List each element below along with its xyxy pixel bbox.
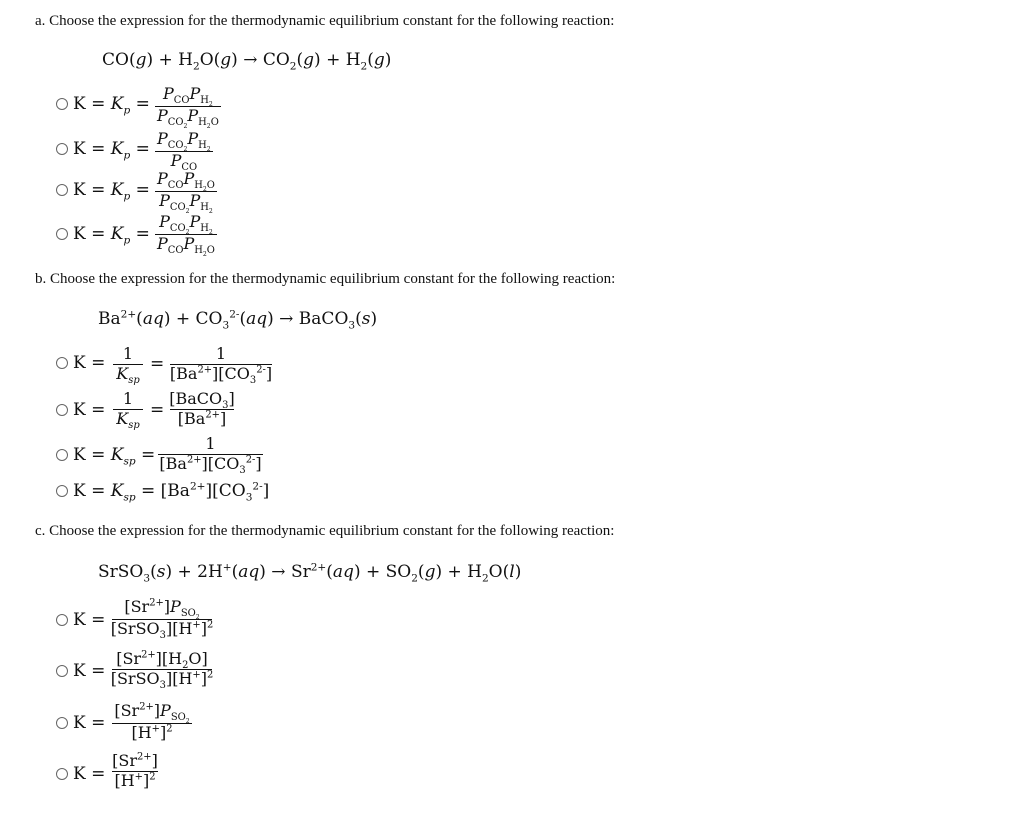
option-lhs: $K = K_p$ = [73, 139, 150, 162]
option-lhs: $K = K_p$ = [73, 224, 150, 247]
question-c-option-1-fraction: $[Sr^{2+}]P_{SO_2}$ $[SrSO_3][H^+]^2$ [110, 597, 214, 642]
option-expression: $K = K_{sp} = [Ba^{2+}][CO_3^{2-}]$ [73, 480, 270, 504]
option-lhs: $K = K_p$ = [73, 180, 150, 203]
question-b-option-3-fraction: 1 $[Ba^{2+}][CO_3^{2-}]$ [159, 434, 262, 476]
question-a-prompt: a. Choose the expression for the thermodynamic equilibrium constant for the following reaction: [35, 13, 615, 29]
radio-button[interactable] [56, 717, 68, 729]
radio-button[interactable] [56, 449, 68, 461]
radio-button[interactable] [56, 404, 68, 416]
question-a-option-2-fraction: $P_{CO_2}P_{H_2}$ $P_{CO}$ [157, 129, 211, 174]
question-b-option-1-fraction-1: 1 $K_{sp}$ [113, 346, 143, 383]
question-a-reaction: $CO(g) + H_2O(g) \to CO_2(g) + H_2(g)$ [102, 50, 392, 73]
question-c-option-2[interactable] [56, 661, 105, 681]
question-a-option-1-fraction: $P_{CO}P_{H_2}$ $P_{CO_2}P_{H_2O}$ [157, 84, 219, 131]
question-c-reaction: SrSO$_3$(s) + $2H^+(aq) \to Sr^{2+}(aq) + SO_2(g) + H_2O(l)$ [98, 561, 522, 585]
question-a-option-3[interactable] [56, 180, 150, 203]
question-a-option-1[interactable] [56, 94, 150, 117]
option-lhs: K = [73, 400, 106, 420]
question-a-option-3-fraction: $P_{CO}P_{H_2O}$ $P_{CO_2}P_{H_2}$ [157, 169, 215, 216]
question-c-option-3[interactable] [56, 713, 105, 733]
radio-button[interactable] [56, 357, 68, 369]
question-b-prompt: b. Choose the expression for the thermodynamic equilibrium constant for the following reaction: [35, 271, 616, 287]
radio-button[interactable] [56, 614, 68, 626]
question-b-option-2-fraction-1: 1 $K_{sp}$ [113, 391, 143, 428]
radio-button[interactable] [56, 184, 68, 196]
question-c-option-1[interactable] [56, 610, 105, 630]
option-lhs: K = [73, 713, 106, 733]
radio-button[interactable] [56, 665, 68, 677]
question-c-prompt: c. Choose the expression for the thermodynamic equilibrium constant for the following reaction: [35, 523, 615, 539]
radio-button[interactable] [56, 98, 68, 110]
option-lhs: K = [73, 764, 106, 784]
question-b-option-2-fraction-2: [BaCO$_3$] $[Ba^{2+}]$ [169, 389, 235, 428]
radio-button[interactable] [56, 485, 68, 497]
option-lhs: K = [73, 610, 106, 630]
question-b-option-3[interactable] [56, 445, 156, 468]
question-c-option-3-fraction: $[Sr^{2+}]P_{SO_2}$ $[H^+]^2$ [112, 703, 192, 742]
question-b-option-1[interactable] [56, 353, 105, 373]
question-a-option-4-fraction: $P_{CO_2}P_{H_2}$ $P_{CO}P_{H_2O}$ [157, 212, 215, 259]
radio-button[interactable] [56, 228, 68, 240]
option-lhs: $K = K_p$ = [73, 94, 150, 117]
option-lhs: K = [73, 353, 106, 373]
question-c-option-4[interactable] [56, 764, 105, 784]
option-lhs: K = [73, 661, 106, 681]
question-b-reaction: $Ba^{2+}(aq) + CO_3^{2-}(aq)$ → BaCO$_3$(s) [98, 308, 378, 332]
option-lhs: $K = K_{sp}$ = [73, 445, 156, 468]
question-b-option-1-fraction-2: 1 $[Ba^{2+}][CO_3^{2-}]$ [169, 344, 273, 386]
question-c-option-4-fraction: $[Sr^{2+}]$ $[H^+]^2$ [112, 751, 158, 790]
question-a-option-4[interactable] [56, 224, 150, 247]
question-c-option-2-fraction: $[Sr^{2+}][H_2O]$ $[SrSO_3][H^+]^2$ [110, 649, 214, 691]
radio-button[interactable] [56, 143, 68, 155]
question-a-option-2[interactable] [56, 139, 150, 162]
question-b-option-2[interactable] [56, 400, 105, 420]
radio-button[interactable] [56, 768, 68, 780]
question-b-option-4[interactable] [56, 480, 270, 504]
